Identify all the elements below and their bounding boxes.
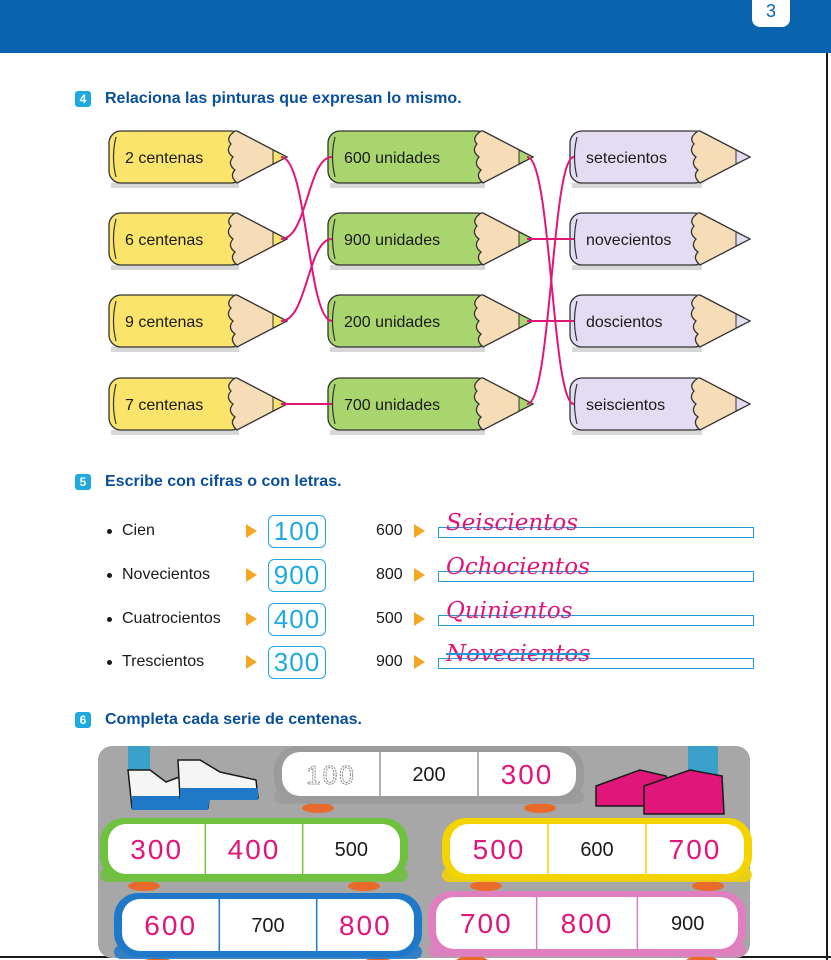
ex5-number: 900	[376, 653, 403, 670]
pencil-label: 200 unidades	[344, 314, 441, 331]
exercise-5-badge: 5	[75, 474, 91, 490]
ex5-written-answer: Ochocientos	[446, 554, 590, 580]
ex5-answer-box[interactable]: 300	[268, 646, 326, 679]
board-cell-value: 200	[412, 764, 446, 786]
skateboard-1	[274, 746, 584, 813]
ex5-written-answer: Quinientos	[446, 598, 573, 624]
board-cell-value[interactable]: 800	[560, 908, 614, 939]
pencil-label: doscientos	[586, 314, 663, 331]
pencil-label: 600 unidades	[344, 150, 441, 167]
board-cell-value: 500	[334, 839, 369, 861]
pencil-label: seiscientos	[586, 397, 666, 414]
ex5-word: Trescientos	[122, 653, 205, 670]
exercise-6-title: Completa cada serie de centenas.	[105, 711, 362, 728]
ex5-answer-box[interactable]: 900	[268, 559, 326, 592]
board-cell-value[interactable]: 600	[144, 910, 198, 941]
board-cell-value[interactable]: 300	[130, 834, 184, 865]
board-cell-value[interactable]: 500	[472, 834, 526, 865]
exercise-6-badge: 6	[75, 712, 91, 728]
board-cell-value: 600	[580, 839, 614, 861]
wheel-icon	[524, 803, 556, 813]
ex5-answer-box[interactable]: 400	[268, 603, 326, 636]
pencil-label: 900 unidades	[344, 232, 441, 249]
pencil-label: novecientos	[586, 232, 672, 249]
skateboard-4	[114, 893, 422, 960]
pencil-label: setecientos	[586, 150, 667, 167]
ex5-word: Cuatrocientos	[122, 610, 221, 627]
pencil-label: 6 centenas	[125, 232, 204, 249]
skateboard-3	[442, 818, 752, 891]
board-cell-value[interactable]: 100	[306, 760, 356, 790]
ex5-written-answer: Seiscientos	[446, 510, 579, 536]
wheel-icon	[128, 881, 160, 891]
board-cell-value[interactable]: 700	[668, 834, 722, 865]
exercise-5-title: Escribe con cifras o con letras.	[105, 473, 342, 490]
ex5-number: 500	[376, 610, 403, 627]
exercise-4-title: Relaciona las pinturas que expresan lo mismo.	[105, 90, 462, 107]
board-cell-value[interactable]: 700	[459, 908, 513, 939]
skateboard-2	[100, 818, 408, 891]
exercise-4-badge: 4	[75, 91, 91, 107]
wheel-icon	[692, 881, 724, 891]
ex5-written-answer: Novecientos	[446, 641, 591, 667]
pencil-label: 2 centenas	[125, 150, 204, 167]
ex5-word: Cien	[122, 522, 155, 539]
wheel-icon	[348, 881, 380, 891]
ex5-number: 800	[376, 566, 403, 583]
board-cell-value: 700	[251, 915, 285, 937]
pencil-label: 7 centenas	[125, 397, 204, 414]
board-cell-value[interactable]: 300	[500, 759, 554, 790]
pencil-label: 9 centenas	[125, 314, 204, 331]
board-cell-value: 900	[670, 913, 705, 935]
pencil-label: 700 unidades	[344, 397, 441, 414]
ex5-answer-box[interactable]: 100	[268, 515, 326, 548]
ex5-number: 600	[376, 522, 403, 539]
page-number: 3	[752, 0, 790, 27]
skateboard-5	[428, 891, 746, 960]
board-cell-value[interactable]: 400	[227, 834, 281, 865]
wheel-icon	[302, 803, 334, 813]
board-cell-value[interactable]: 800	[338, 910, 392, 941]
wheel-icon	[470, 881, 502, 891]
ex5-word: Novecientos	[122, 566, 211, 583]
